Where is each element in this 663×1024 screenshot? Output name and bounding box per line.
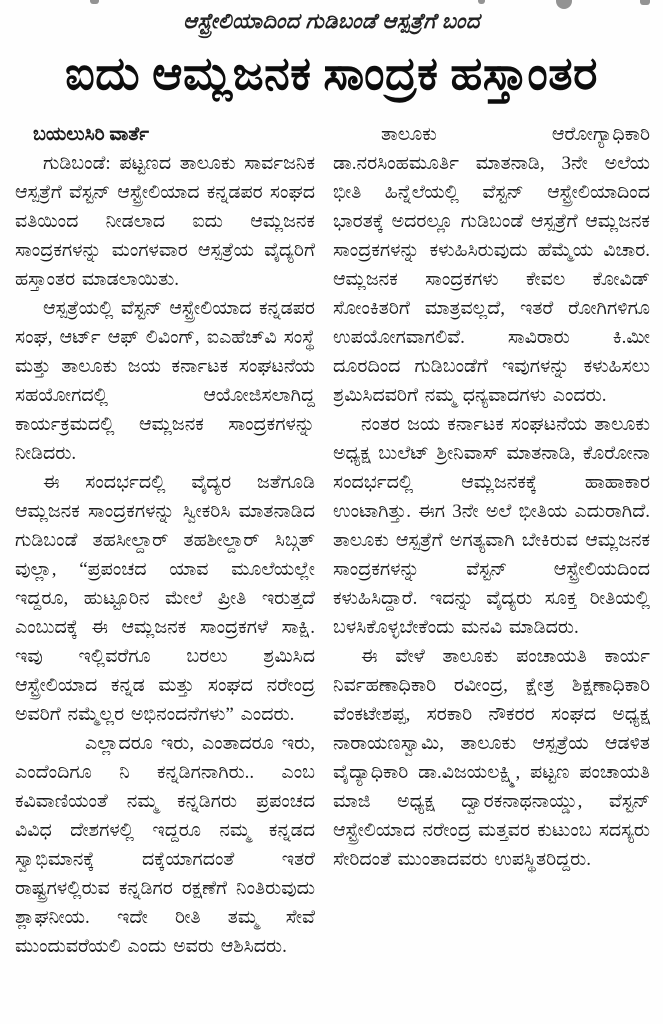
article-paragraph: ಆಸ್ಪತ್ರೆಯಲ್ಲಿ ವೆಸ್ಟನ್ ಆಸ್ಟ್ರೇಲಿಯಾದ ಕನ್ನಡಪರ ಸಂಘ, ಆರ್ಟ್ ಆಫ್ ಲಿವಿಂಗ್, ಐಎಹೆಚ್‌ವಿ ಸಂಸ್ಥೆ ಮತ್ತು ತಾಲೂಕು ಜಯ ಕರ್ನಾಟಕ ಸಂಘಟನೆಯ ಸಹಯೋಗದಲ್ಲಿ ಆಯೋಜಿಸಲಾಗಿದ್ದ ಕಾರ್ಯಕ್ರಮದಲ್ಲಿ ಆಮ್ಲಜನಕ ಸಾಂದ್ರಕಗಳನ್ನು ನೀಡಿದರು. [15, 298, 315, 464]
article-paragraph: ಎಲ್ಲಾದರೂ ಇರು, ಎಂತಾದರೂ ಇರು, ಎಂದೆಂದಿಗೂ ನಿ ಕನ್ನಡಿಗನಾಗಿರು.. ಎಂಬ ಕವಿವಾಣಿಯಂತೆ ನಮ್ಮ ಕನ್ನಡಿಗರು ಪ್ರಪಂಚದ ವಿವಿಧ ದೇಶಗಳಲ್ಲಿ ಇದ್ದರೂ ನಮ್ಮ ಕನ್ನಡದ ಸ್ವಾಭಿಮಾನಕ್ಕೆ ದಕ್ಕೆಯಾಗದಂತೆ ಇತರೆ ರಾಷ್ಟ್ರಗಳಲ್ಲಿರುವ ಕನ್ನಡಿಗರ ರಕ್ಷಣೆಗೆ ನಿಂತಿರುವುದು ಶ್ಲಾಘನೀಯ. ಇದೇ ರೀತಿ ತಮ್ಮ ಸೇವೆ ಮುಂದುವರೆಯಲಿ ಎಂದು ಅವರು ಆಶಿಸಿದರು. [15, 733, 315, 957]
article-paragraph: ಈ ಸಂದರ್ಭದಲ್ಲಿ ವೈದ್ಯರ ಜತೆಗೂಡಿ ಆಮ್ಲಜನಕ ಸಾಂದ್ರಕಗಳನ್ನು ಸ್ವೀಕರಿಸಿ ಮಾತನಾಡಿದ ಗುಡಿಬಂಡೆ ತಹಸೀಲ್ದಾರ್ ತಹಶೀಲ್ದಾರ್ ಸಿಬ್ಗತ್ ವುಲ್ಲಾ, “ಪ್ರಪಂಚದ ಯಾವ ಮೂಲೆಯಲ್ಲೇ ಇದ್ದರೂ, ಹುಟ್ಟೂರಿನ ಮೇಲೆ ಪ್ರೀತಿ ಇರುತ್ತದೆ ಎಂಬುದಕ್ಕೆ ಈ ಆಮ್ಲಜನಕ ಸಾಂದ್ರಕಗಳೆ ಸಾಕ್ಷಿ. ಇವು ಇಲ್ಲಿವರೆಗೂ ಬರಲು ಶ್ರಮಿಸಿದ ಆಸ್ಟ್ರೇಲಿಯಾದ ಕನ್ನಡ ಮತ್ತು ಸಂಘದ ನರೇಂದ್ರ ಅವರಿಗೆ ನಮ್ಮೆಲ್ಲರ ಅಭಿನಂದನೆಗಳು” ಎಂದರು. [15, 472, 315, 725]
article-paragraph: ಗುಡಿಬಂಡೆ: ಪಟ್ಟಣದ ತಾಲೂಕು ಸಾರ್ವಜನಿಕ ಆಸ್ಪತ್ರೆಗೆ ವೆಸ್ಟನ್ ಆಸ್ಟ್ರೇಲಿಯಾದ ಕನ್ನಡಪರ ಸಂಘದ ವತಿಯಿಂದ ನೀಡಲಾದ ಐದು ಆಮ್ಲಜನಕ ಸಾಂದ್ರಕಗಳನ್ನು ಮಂಗಳವಾರ ಆಸ್ಪತ್ರೆಯ ವೈದ್ಯರಿಗೆ ಹಸ್ತಾಂತರ ಮಾಡಲಾಯಿತು. [15, 153, 315, 290]
article-headline: ಐದು ಆಮ್ಲಜನಕ ಸಾಂದ್ರಕ ಹಸ್ತಾಂತರ [65, 48, 598, 99]
article-paragraph: ನಂತರ ಜಯ ಕರ್ನಾಟಕ ಸಂಘಟನೆಯ ತಾಲೂಕು ಅಧ್ಯಕ್ಷ ಬುಲೆಟ್ ಶ್ರೀನಿವಾಸ್ ಮಾತನಾಡಿ, ಕೊರೋನಾ ಸಂದರ್ಭದಲ್ಲಿ ಆಮ್ಲಜನಕಕ್ಕೆ ಹಾಹಾಕಾರ ಉಂಟಾಗಿತ್ತು. ಈಗ 3ನೇ ಅಲೆ ಭೀತಿಯ ಎದುರಾಗಿದೆ. ತಾಲೂಕು ಆಸ್ಪತ್ರೆಗೆ ಅಗತ್ಯವಾಗಿ ಬೇಕಿರುವ ಆಮ್ಲಜನಕ ಸಾಂದ್ರಕಗಳನ್ನು ವೆಸ್ಟನ್ ಆಸ್ಟ್ರೇಲಿಯದಿಂದ ಕಳುಹಿಸಿದ್ದಾರೆ. ಇದನ್ನು ವೈದ್ಯರು ಸೂಕ್ತ ರೀತಿಯಲ್ಲಿ ಬಳಸಿಕೊಳ್ಳಬೇಕೆಂದು ಮನವಿ ಮಾಡಿದರು. [333, 414, 650, 638]
right-column-paragraphs [333, 120, 650, 874]
article-paragraph: ತಾಲೂಕು ಆರೋಗ್ಯಾಧಿಕಾರಿ ಡಾ.ನರಸಿಂಹಮೂರ್ತಿ ಮಾತನಾಡಿ, 3ನೇ ಅಲೆಯ ಭೀತಿ ಹಿನ್ನೆಲೆಯಲ್ಲಿ ವೆಸ್ಟನ್ ಆಸ್ಟ್ರೇಲಿಯಾದಿಂದ ಭಾರತಕ್ಕೆ ಅದರಲ್ಲೂ ಗುಡಿಬಂಡೆ ಆಸ್ಪತ್ರೆಗೆ ಆಮ್ಲಜನಕ ಸಾಂದ್ರಕಗಳನ್ನು ಕಳುಹಿಸಿರುವುದು ಹೆಮ್ಮೆಯ ವಿಚಾರ. ಆಮ್ಲಜನಕ ಸಾಂದ್ರಕಗಳು ಕೇವಲ ಕೋವಿಡ್ ಸೋಂಕಿತರಿಗೆ ಮಾತ್ರವಲ್ಲದೆ, ಇತರೆ ರೋಗಿಗಳಿಗೂ ಉಪಯೋಗವಾಗಲಿವೆ. ಸಾವಿರಾರು ಕಿ.ಮೀ ದೂರದಿಂದ ಗುಡಿಬಂಡೆಗೆ ಇವುಗಳನ್ನು ಕಳುಹಿಸಲು ಶ್ರಮಿಸಿದವರಿಗೆ ನಮ್ಮ ಧನ್ಯವಾದಗಳು ಎಂದರು. [333, 124, 650, 406]
article-paragraph: ಈ ವೇಳೆ ತಾಲೂಕು ಪಂಚಾಯತಿ ಕಾರ್ಯ ನಿರ್ವಹಣಾಧಿಕಾರಿ ರವೀಂದ್ರ, ಕ್ಷೇತ್ರ ಶಿಕ್ಷಣಾಧಿಕಾರಿ ವೆಂಕಟೇಶಪ್ಪ, ಸರಕಾರಿ ನೌಕರರ ಸಂಘದ ಅಧ್ಯಕ್ಷ ನಾರಾಯಣಸ್ವಾಮಿ, ತಾಲೂಕು ಆಸ್ಪತ್ರೆಯ ಆಡಳಿತ ವೈದ್ಯಾಧಿಕಾರಿ ಡಾ.ವಿಜಯಲಕ್ಷ್ಮಿ, ಪಟ್ಟಣ ಪಂಚಾಯತಿ ಮಾಜಿ ಅಧ್ಯಕ್ಷ ದ್ವಾರಕನಾಥನಾಯ್ಡು, ವೆಸ್ಟನ್ ಆಸ್ಟ್ರೇಲಿಯಾದ ನರೇಂದ್ರ ಮತ್ತವರ ಕುಟುಂಬ ಸದಸ್ಯರು ಸೇರಿದಂತೆ ಮುಂತಾದವರು ಉಪಸ್ಥಿತರಿದ್ದರು. [333, 646, 650, 870]
article-body [0, 110, 663, 961]
article-column-right [333, 120, 650, 874]
scan-artifact [90, 0, 99, 4]
article-column-left [15, 120, 315, 961]
scan-artifact [640, 0, 650, 5]
scan-artifact [478, 0, 485, 4]
left-column-paragraphs [15, 149, 315, 961]
byline: ಬಯಲುಸಿರಿ ವಾರ್ತೆ [33, 124, 150, 145]
article-kicker: ಆಸ್ಟ್ರೇಲಿಯಾದಿಂದ ಗುಡಿಬಂಡೆ ಆಸ್ಪತ್ರೆಗೆ ಬಂದ [183, 9, 480, 33]
